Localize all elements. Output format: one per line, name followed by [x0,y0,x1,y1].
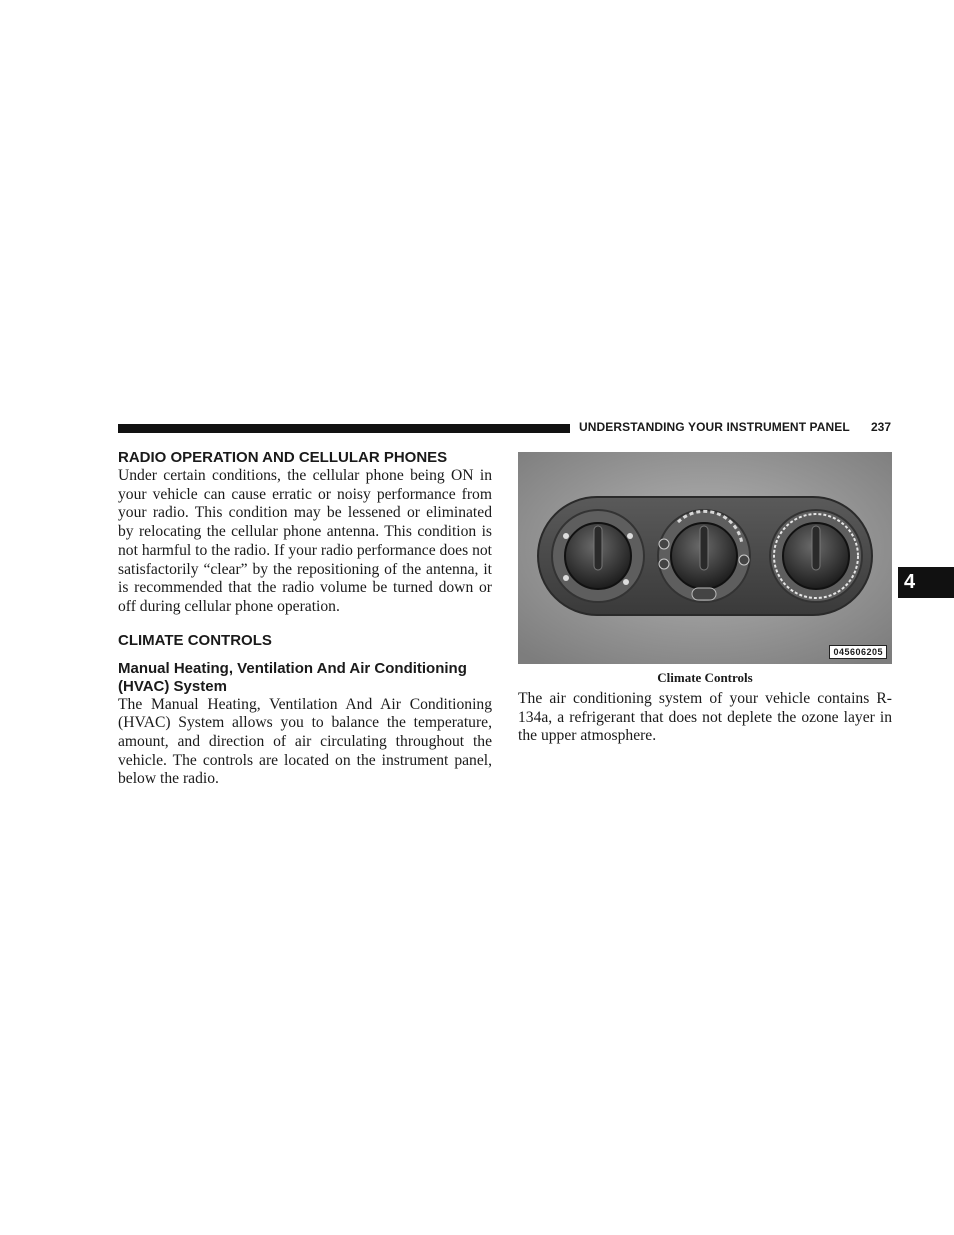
mode-dial [552,510,644,602]
figure-caption: Climate Controls [657,670,753,685]
climate-controls-photo [518,452,892,664]
right-column [518,452,892,746]
header-rule [118,424,570,433]
running-header: UNDERSTANDING YOUR INSTRUMENT PANEL [579,420,850,434]
ac-paragraph: The air conditioning system of your vehicle contains R-134a, a refrigerant that does not deplete the ozone layer in the upper atmosphere. [518,690,892,745]
left-column [118,448,492,789]
page-number: 237 [871,420,892,434]
chapter-tab: 4 [898,567,954,598]
fan-dial [658,510,750,602]
hvac-paragraph: The Manual Heating, Ventilation And Air Conditioning (HVAC) System allows you to balance the temperature, amount, and direction of air circulating throughout the vehicle. The controls are located on the instrument panel, below the radio. [118,695,492,788]
radio-heading: RADIO OPERATION AND CELLULAR PHONES [118,449,448,466]
figure-id-label: 045606205 [829,645,887,659]
radio-paragraph: Under certain conditions, the cellular phone being ON in your vehicle can cause erratic or noisy performance from your radio. This condition may be lessened or eliminated by relocating the cellular phone antenna. This condition is not harmful to the radio. If your radio performance does not satisfactorily “clear” by the repositioning of the antenna, it is recommended that the radio volume be turned down or off during cellular phone operation. [118,467,492,615]
climate-panel-illustration [518,452,892,664]
hvac-heading: Manual Heating, Ventilation And Air Conditioning (HVAC) System [118,659,467,695]
climate-heading: CLIMATE CONTROLS [118,631,272,649]
temperature-dial [770,510,862,602]
